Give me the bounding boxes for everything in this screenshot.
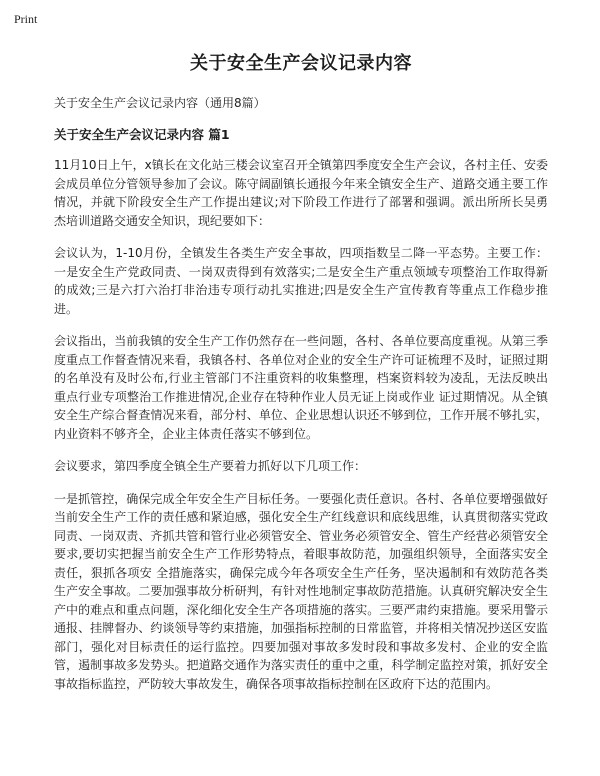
paragraph-task-control: 一是抓管控，确保完成全年安全生产目标任务。一要强化责任意识。各村、各单位要增强做好当前安全生产工作的责任感和紧迫感，强化安全生产红线意识和底线思维，认真贯彻落实党政同责、一岗双责、齐抓共管和管行业必须管安全、管业务必须管安全、管生产经营必须管安全要求,要切实把握当前安全生产工作形势特点，着眼事故防范，加强组织领导，全面落实安全责任，狠抓各项安 全措施落实，确保完成今年各项安全生产任务，坚决遏制和有效防范各类生产安全事故。二要加强事故分析研判，有针对性地制定事故防范措施。认真研究解决安全生产中的难点和重点问题，深化细化安全生产各项措施的落实。三要严肃约束措施。要采用警示通报、挂牌督办、约谈领导等约束措施，加强指标控制的日常监管，并将相关情况抄送区安监部门，强化对目标责任的运行监控。四要加强对事故多发时段和事故多发村、企业的安全监管，遏制事故多发势头。把道路交通作为落实责任的重中之重，科学制定监控对策，抓好安全事故指标监控，严防较大事故发生，确保各项事故指标控制在区政府下达的范围内。 (54, 491, 548, 691)
page-title: 关于安全生产会议记录内容 (190, 53, 412, 74)
print-label[interactable]: Print (14, 12, 38, 26)
document-subtitle: 关于安全生产会议记录内容（通用8篇） (54, 96, 266, 110)
paragraph-existing-problems: 会议指出，当前我镇的安全生产工作仍然存在一些问题，各村、各单位要高度重视。从第三季度重点工作督查情况来看，我镇各村、各单位对企业的安全生产许可证梳理不及时，证照过期的名单没有及时公布,行业主管部门不注重资料的收集整理，档案资料较为凌乱，无法反映出重点行业专项整治工作推进情况,企业存在特种作业人员无证上岗或作业 证过期情况。从全镇安全生产综合督查情况来看，部分村、单位、企业思想认识还不够到位，工作开展不够扎实，内业资料不够齐全，企业主体责任落实不够到位。 (54, 334, 548, 441)
paragraph-meeting-requirements: 会议要求，第四季度全镇全生产要着力抓好以下几项工作： (54, 459, 367, 473)
paragraph-meeting-conclusion: 会议认为，1-10月份，全镇发生各类生产安全事故，四项指数呈二降一平态势。主要工作：一是安全生产党政同责、一岗双责得到有效落实;二是安全生产重点领域专项整治工作取得新的成效;三是六打六治打非治违专项行动扎实推进;四是安全生产宣传教育等重点工作稳步推进。 (54, 246, 548, 316)
section-heading: 关于安全生产会议记录内容 篇1 (54, 127, 230, 142)
paragraph-meeting-intro: 11月10日上午，x镇长在文化站三楼会议室召开全镇第四季度安全生产会议，各村主任、安委会成员单位分管领导参加了会议。陈守阔副镇长通报今年来全镇安全生产、道路交通主要工作情况，并就下阶段安全生产工作提出建议;对下阶段工作进行了部署和强调。派出所所长吴勇杰培训道路交通安全知识，现纪要如下： (54, 158, 548, 228)
